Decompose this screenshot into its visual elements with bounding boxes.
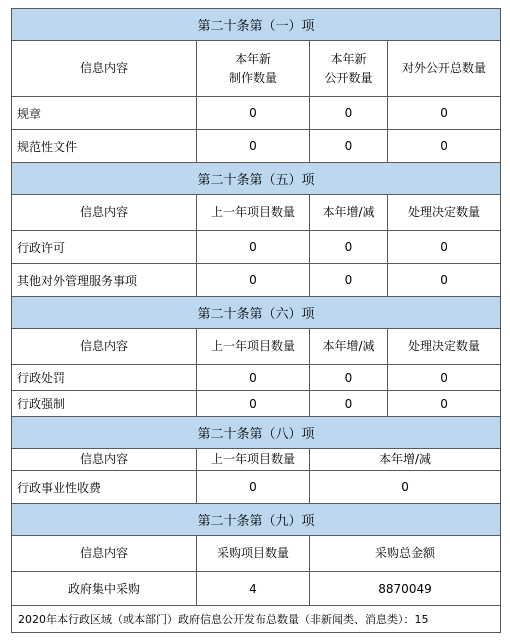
table-row: [12, 471, 501, 504]
section-title-row: [12, 163, 501, 195]
cell-value: 4: [197, 572, 310, 606]
row-label: 行政许可: [12, 231, 197, 264]
section-title: 第二十条第（一）项: [12, 9, 501, 41]
column-header: 本年新 制作数量: [197, 41, 310, 97]
column-header: 采购总金额: [310, 536, 501, 572]
section-title-row: [12, 9, 501, 41]
section-title-row: [12, 297, 501, 329]
header-row: [12, 536, 501, 572]
column-header: 本年增/减: [310, 449, 501, 471]
cell-value: 0: [388, 130, 501, 163]
disclosure-table: [11, 8, 501, 633]
cell-value: 0: [388, 231, 501, 264]
section-title-row: [12, 504, 501, 536]
column-header: 信息内容: [12, 329, 197, 365]
cell-value: 0: [310, 130, 388, 163]
section-title: 第二十条第（六）项: [12, 297, 501, 329]
column-header: 上一年项目数量: [197, 449, 310, 471]
cell-value: 0: [197, 130, 310, 163]
cell-value: 0: [197, 97, 310, 130]
cell-value: 0: [388, 264, 501, 297]
cell-value: 0: [310, 365, 388, 391]
row-label: 行政强制: [12, 391, 197, 417]
disclosure-table-wrapper: [11, 8, 500, 633]
column-header: 本年新 公开数量: [310, 41, 388, 97]
cell-value: 0: [197, 365, 310, 391]
cell-value: 0: [197, 264, 310, 297]
header-row: [12, 329, 501, 365]
table-row: [12, 130, 501, 163]
column-header: 本年增/减: [310, 195, 388, 231]
cell-value: 0: [197, 231, 310, 264]
section-title-row: [12, 417, 501, 449]
table-row: [12, 97, 501, 130]
table-row: [12, 391, 501, 417]
footer-text: 2020年本行政区域（或本部门）政府信息公开发布总数量（非新闻类、消息类）：15: [12, 606, 501, 633]
cell-value: 0: [310, 391, 388, 417]
cell-value: 0: [310, 264, 388, 297]
row-label: 行政事业性收费: [12, 471, 197, 504]
table-row: [12, 365, 501, 391]
column-header: 信息内容: [12, 195, 197, 231]
row-label: 政府集中采购: [12, 572, 197, 606]
column-header: 对外公开总数量: [388, 41, 501, 97]
column-header: 本年增/减: [310, 329, 388, 365]
header-row: [12, 449, 501, 471]
section-title: 第二十条第（五）项: [12, 163, 501, 195]
cell-value: 0: [310, 97, 388, 130]
column-header: 处理决定数量: [388, 195, 501, 231]
cell-value: 8870049: [310, 572, 501, 606]
cell-value: 0: [388, 97, 501, 130]
column-header: 上一年项目数量: [197, 195, 310, 231]
cell-value: 0: [388, 365, 501, 391]
column-header: 采购项目数量: [197, 536, 310, 572]
row-label: 其他对外管理服务事项: [12, 264, 197, 297]
cell-value: 0: [310, 231, 388, 264]
header-row: [12, 41, 501, 97]
cell-value: 0: [310, 471, 501, 504]
column-header: 处理决定数量: [388, 329, 501, 365]
column-header: 上一年项目数量: [197, 329, 310, 365]
section-title: 第二十条第（八）项: [12, 417, 501, 449]
cell-value: 0: [388, 391, 501, 417]
row-label: 行政处罚: [12, 365, 197, 391]
section-title: 第二十条第（九）项: [12, 504, 501, 536]
column-header: 信息内容: [12, 536, 197, 572]
header-row: [12, 195, 501, 231]
table-row: [12, 231, 501, 264]
cell-value: 0: [197, 471, 310, 504]
footer-row: [12, 606, 501, 633]
column-header: 信息内容: [12, 449, 197, 471]
cell-value: 0: [197, 391, 310, 417]
column-header: 信息内容: [12, 41, 197, 97]
table-row: [12, 264, 501, 297]
row-label: 规范性文件: [12, 130, 197, 163]
row-label: 规章: [12, 97, 197, 130]
table-row: [12, 572, 501, 606]
